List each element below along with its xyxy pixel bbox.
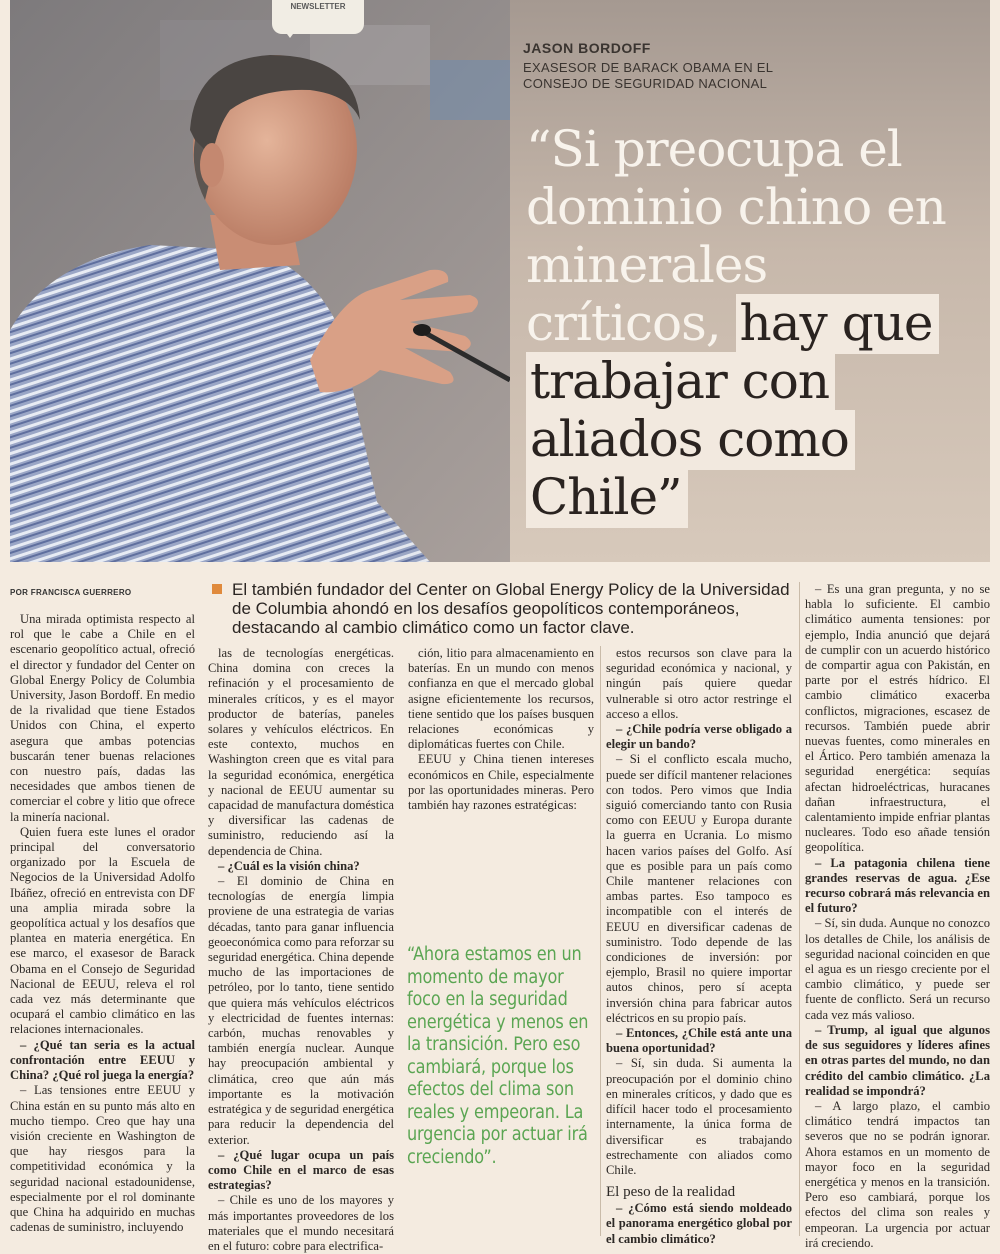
column-3 bbox=[408, 646, 594, 813]
headline-plain: “Si preocupa el dominio chino en minerales críticos, bbox=[526, 120, 946, 352]
column-1 bbox=[10, 612, 195, 1235]
body-paragraph: las de tecnologías energéticas. China domina con creces la refinación y el procesamiento de minerales críticos, y es el mayor productor de baterías, paneles solares y vehículos eléctricos. En este contexto, muchos en Washington creen que es vital para la seguridad económica, energética y nacional de EEUU aumentar su capacidad de manufactura doméstica y diversificar las cadenas de suministro, reduciendo así la dependencia de China. bbox=[208, 646, 394, 858]
interview-question: – Entonces, ¿Chile está ante una buena oportunidad? bbox=[606, 1026, 792, 1056]
column-divider bbox=[799, 582, 800, 1236]
author-credit: POR FRANCISCA GUERRERO bbox=[10, 588, 132, 597]
lead-paragraph bbox=[212, 580, 797, 637]
interview-question: – ¿Cuál es la visión china? bbox=[218, 858, 360, 873]
orange-square-icon bbox=[212, 584, 222, 594]
body-paragraph: – El dominio de China en tecnologías de energía limpia proviene de una estrategia de varias décadas, tanto para ganar influencia geoeconómica como para reforzar su seguridad energética. China depende mucho de las importaciones de petróleo, por lo tanto, tiene sentido que quiera más vehículos eléctricos y electricidad de fuentes internas: carbón, muchas renovables y también energía nuclear. Aunque hay preocupación ambiental y climática, creo que aún más importante es la motivación estratégica y de seguridad energética para reducir la dependencia del exterior. bbox=[208, 874, 395, 1147]
body-paragraph: ción, litio para almacenamiento en baterías. En un mundo con menos confianza en que el mercado global asigne eficientemente los recursos, tiene sentido que los países busquen relaciones económicas y diplomáticas fuertes con Chile. bbox=[408, 646, 594, 752]
interviewee-name: JASON BORDOFF bbox=[523, 40, 651, 56]
interview-question: – Trump, al igual que algunos de sus seguidores y líderes afines en otras partes del mundo, no dan crédito del cambio climático. ¿La realidad se impondrá? bbox=[805, 1022, 990, 1098]
newsletter-badge bbox=[272, 0, 364, 34]
body-paragraph: Quien fuera este lunes el orador principal del conversatorio organizado por la Escuela de Negocios de la Universidad Adolfo Ibáñez, ofreció en entrevista con DF una amplia mirada sobre la geopolítica actual y los desafíos que plantea en materia energética. En ese marco, el exasesor de Barack Obama en el Consejo de Seguridad Nacional de EEUU, releva el rol cada vez más determinante que ocupará el cambio climático en las relaciones internacionales. bbox=[10, 824, 195, 1037]
body-paragraph: EEUU y China tienen intereses económicos en Chile, especialmente por las oportunidades mineras. Pero también hay razones estratégicas: bbox=[408, 752, 594, 813]
speaker-photo bbox=[10, 0, 510, 562]
headline bbox=[526, 120, 976, 526]
lead-text: El también fundador del Center on Global Energy Policy de la Universidad de Columbia ahondó en los desafíos geopolíticos contemporáneos, destacando al cambio climático como un factor clave. bbox=[232, 580, 790, 637]
pull-quote: “Ahora estamos en un momento de mayor foco en la seguridad energética y menos en la transición. Pero eso cambiará, porque los efectos del clima son reales y empeoran. La urgencia por actuar irá creciendo”. bbox=[407, 944, 589, 1168]
column-divider bbox=[600, 646, 601, 1236]
interview-question: – ¿Cómo está siendo moldeado el panorama energético global por el cambio climático? bbox=[606, 1201, 792, 1246]
section-subheading: El peso de la realidad bbox=[606, 1184, 736, 1201]
column-5 bbox=[805, 582, 990, 1251]
body-paragraph: Una mirada optimista respecto al rol que le cabe a Chile en el escenario geopolítico actual, ofreció el director y fundador del Center on Global Energy Policy de Columbia University, Jason Bordoff. En medio de la rivalidad que tiene Estados Unidos con China, el experto asegura que ambas potencias buscarán tener buenas relaciones con nuestro país, dadas las necesidades que ambos tienen de comerciar el cobre y litio que ofrece la minería nacional. bbox=[10, 612, 195, 824]
interview-question: – La patagonia chilena tiene grandes reservas de agua. ¿Ese recurso cobrará más relevancia en el futuro? bbox=[805, 855, 990, 916]
badge-line2: NEWSLETTER bbox=[290, 2, 346, 11]
interviewee-role: EXASESOR DE BARACK OBAMA EN EL CONSEJO DE SEGURIDAD NACIONAL bbox=[523, 60, 773, 91]
body-paragraph: – A largo plazo, el cambio climático tendrá impactos tan severos que no se podrán ignorar. Ahora estamos en un momento de mayor foco en la seguridad energética y menos en la transición. Pero eso cambiará, porque los efectos del clima son reales y empeoran. La urgencia por actuar irá creciendo. bbox=[805, 1098, 990, 1250]
interview-question: – ¿Qué lugar ocupa un país como Chile en el marco de esas estrategias? bbox=[208, 1147, 394, 1193]
badge-tail bbox=[284, 30, 296, 38]
interview-question: – ¿Chile podría verse obligado a elegir un bando? bbox=[606, 722, 792, 752]
column-2 bbox=[208, 646, 394, 1254]
body-paragraph: – Chile es uno de los mayores y más importantes proveedores de los materiales que el mundo necesitará en el futuro: cobre para electrifica- bbox=[208, 1193, 394, 1253]
column-4 bbox=[606, 646, 792, 1247]
headline-highlighted: hay que trabajar con aliados como Chile” bbox=[526, 294, 939, 528]
interview-question: – ¿Qué tan seria es la actual confrontación entre EEUU y China? ¿Qué rol juega la energía? bbox=[10, 1037, 195, 1083]
body-paragraph: – Sí, sin duda. Aunque no conozco los detalles de Chile, los análisis de seguridad nacional coinciden en que el agua es un riesgo creciente por el cambio climático, y puede ser fuente de conflicto. Será un recurso cada vez más valioso. bbox=[805, 916, 990, 1022]
body-paragraph: – Las tensiones entre EEUU y China están en su punto más alto en mucho tiempo. Creo que hay una visión creciente en Washington de que hay riesgos para la competitividad económica y la seguridad nacional estadounidense, especialmente por el rol dominante que China ha adquirido en muchas cadenas de suministro, incluyendo bbox=[10, 1083, 195, 1235]
body-paragraph: – Sí, sin duda. Si aumenta la preocupación por el dominio chino en minerales críticos, y dado que es difícil hacer todo el procesamiento internamente, la única forma de diversificar es trabajando estrechamente con aliados como Chile. bbox=[606, 1056, 792, 1177]
body-paragraph: estos recursos son clave para la seguridad económica y nacional, y ningún país quiere quedar vulnerable si otro actor restringe el acceso a ellos. bbox=[606, 646, 792, 721]
body-paragraph: – Es una gran pregunta, y no se habla lo suficiente. El cambio climático aumenta tensiones: por ejemplo, India anunció que dejará de cumplir con un acuerdo histórico de compartir agua con Pakistán, en parte por el estrés hídrico. El cambio climático exacerba conflictos, migraciones, escasez de recursos. También puede abrir nuevas fuentes, como minerales en el Ártico. Pero también amenaza la seguridad energética: sequías afectan hidroeléctricas, huracanes dañan infraestructura, el calentamiento impide enfriar plantas nucleares. Todo eso añade tensión geopolítica. bbox=[805, 582, 990, 855]
body-paragraph: – Si el conflicto escala mucho, puede ser difícil mantener relaciones con todos. Pero vimos que India siguió comerciando tanto con Rusia como con EEUU y Europa durante la guerra en Ucrania. Lo mismo hacen varios países del Golfo. Así que es posible para un país como Chile mantener relaciones con ambas partes. Eso tampoco es incompatible con el interés de EEUU en diversificar cadenas de suministro. Todo depende de las condiciones de inversión: por ejemplo, Brasil no quiere importar autos chinos, pero sí acepta inversión china para fabricar autos eléctricos en su propio país. bbox=[606, 752, 792, 1025]
